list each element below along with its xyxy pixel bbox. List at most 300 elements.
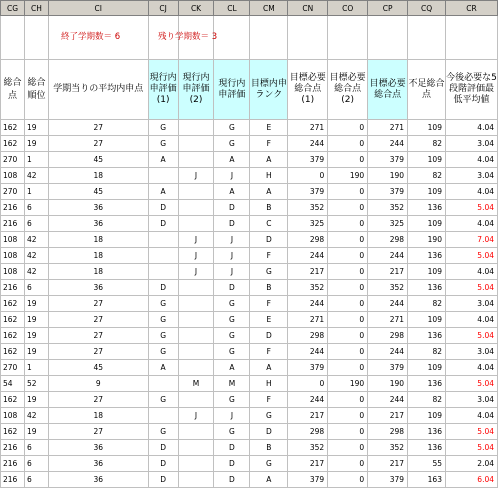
cell-cn[interactable]: 0 bbox=[288, 168, 328, 184]
cell-ci[interactable]: 27 bbox=[48, 120, 148, 136]
cell-ch[interactable]: 42 bbox=[24, 248, 48, 264]
cell-cn[interactable]: 352 bbox=[288, 280, 328, 296]
info-cell[interactable] bbox=[328, 16, 368, 60]
column-header-cq[interactable]: CQ bbox=[408, 1, 446, 16]
cell-cp[interactable]: 352 bbox=[368, 200, 408, 216]
cell-cp[interactable]: 244 bbox=[368, 344, 408, 360]
cell-cg[interactable]: 108 bbox=[1, 408, 25, 424]
cell-cp[interactable]: 244 bbox=[368, 392, 408, 408]
cell-co[interactable]: 0 bbox=[328, 296, 368, 312]
cell-ck[interactable] bbox=[178, 136, 214, 152]
cell-ck[interactable] bbox=[178, 456, 214, 472]
cell-co[interactable]: 0 bbox=[328, 312, 368, 328]
cell-cq[interactable]: 136 bbox=[408, 248, 446, 264]
info-cell[interactable] bbox=[368, 16, 408, 60]
cell-cl[interactable]: G bbox=[214, 392, 250, 408]
cell-ck[interactable] bbox=[178, 216, 214, 232]
cell-cr[interactable]: 5.04 bbox=[445, 200, 497, 216]
cell-cq[interactable]: 109 bbox=[408, 152, 446, 168]
cell-co[interactable]: 0 bbox=[328, 216, 368, 232]
cell-cm[interactable]: A bbox=[250, 184, 288, 200]
cell-cq[interactable]: 136 bbox=[408, 200, 446, 216]
cell-ch[interactable]: 1 bbox=[24, 184, 48, 200]
cell-cm[interactable]: D bbox=[250, 232, 288, 248]
header-cell-cn[interactable]: 目標必要総合点(1) bbox=[288, 60, 328, 120]
cell-co[interactable]: 0 bbox=[328, 200, 368, 216]
cell-ck[interactable] bbox=[178, 280, 214, 296]
cell-cm[interactable]: B bbox=[250, 200, 288, 216]
cell-cl[interactable]: G bbox=[214, 120, 250, 136]
cell-ch[interactable]: 6 bbox=[24, 280, 48, 296]
cell-ck[interactable] bbox=[178, 344, 214, 360]
cell-ch[interactable]: 19 bbox=[24, 328, 48, 344]
cell-cm[interactable]: C bbox=[250, 216, 288, 232]
cell-cq[interactable]: 82 bbox=[408, 296, 446, 312]
cell-cj[interactable]: D bbox=[148, 200, 178, 216]
cell-co[interactable]: 190 bbox=[328, 376, 368, 392]
cell-ck[interactable] bbox=[178, 200, 214, 216]
cell-cj[interactable]: G bbox=[148, 392, 178, 408]
cell-cl[interactable]: G bbox=[214, 328, 250, 344]
cell-ck[interactable] bbox=[178, 424, 214, 440]
cell-cm[interactable]: D bbox=[250, 424, 288, 440]
cell-cg[interactable]: 162 bbox=[1, 312, 25, 328]
cell-cq[interactable]: 109 bbox=[408, 184, 446, 200]
cell-cg[interactable]: 54 bbox=[1, 376, 25, 392]
cell-cl[interactable]: J bbox=[214, 264, 250, 280]
cell-cn[interactable]: 217 bbox=[288, 456, 328, 472]
column-header-cj[interactable]: CJ bbox=[148, 1, 178, 16]
cell-ci[interactable]: 36 bbox=[48, 472, 148, 488]
cell-cg[interactable]: 216 bbox=[1, 280, 25, 296]
cell-cr[interactable]: 4.04 bbox=[445, 152, 497, 168]
column-header-cr[interactable]: CR bbox=[445, 1, 497, 16]
cell-cr[interactable]: 4.04 bbox=[445, 264, 497, 280]
cell-cm[interactable]: B bbox=[250, 280, 288, 296]
cell-cj[interactable]: G bbox=[148, 120, 178, 136]
cell-cp[interactable]: 190 bbox=[368, 168, 408, 184]
info-cell[interactable] bbox=[408, 16, 446, 60]
cell-ci[interactable]: 18 bbox=[48, 232, 148, 248]
cell-cn[interactable]: 244 bbox=[288, 136, 328, 152]
header-cell-cl[interactable]: 現行内申評価 bbox=[214, 60, 250, 120]
cell-ch[interactable]: 52 bbox=[24, 376, 48, 392]
cell-co[interactable]: 0 bbox=[328, 456, 368, 472]
cell-cp[interactable]: 298 bbox=[368, 424, 408, 440]
cell-cp[interactable]: 271 bbox=[368, 312, 408, 328]
cell-ch[interactable]: 6 bbox=[24, 456, 48, 472]
cell-cl[interactable]: G bbox=[214, 312, 250, 328]
cell-cp[interactable]: 217 bbox=[368, 408, 408, 424]
cell-cp[interactable]: 271 bbox=[368, 120, 408, 136]
cell-cn[interactable]: 217 bbox=[288, 408, 328, 424]
cell-cr[interactable]: 3.04 bbox=[445, 392, 497, 408]
cell-cq[interactable]: 82 bbox=[408, 392, 446, 408]
cell-cp[interactable]: 244 bbox=[368, 296, 408, 312]
column-header-ck[interactable]: CK bbox=[178, 1, 214, 16]
cell-cm[interactable]: H bbox=[250, 168, 288, 184]
cell-ck[interactable] bbox=[178, 328, 214, 344]
cell-cq[interactable]: 109 bbox=[408, 216, 446, 232]
header-cell-cg[interactable]: 総合点 bbox=[1, 60, 25, 120]
cell-ch[interactable]: 1 bbox=[24, 360, 48, 376]
cell-co[interactable]: 0 bbox=[328, 152, 368, 168]
cell-cq[interactable]: 190 bbox=[408, 232, 446, 248]
cell-cr[interactable]: 5.04 bbox=[445, 424, 497, 440]
info-cell[interactable] bbox=[250, 16, 288, 60]
cell-cp[interactable]: 244 bbox=[368, 136, 408, 152]
cell-cl[interactable]: G bbox=[214, 136, 250, 152]
cell-cg[interactable]: 162 bbox=[1, 120, 25, 136]
cell-cj[interactable]: G bbox=[148, 424, 178, 440]
cell-cl[interactable]: J bbox=[214, 232, 250, 248]
cell-cr[interactable]: 3.04 bbox=[445, 136, 497, 152]
cell-ck[interactable] bbox=[178, 392, 214, 408]
column-header-cp[interactable]: CP bbox=[368, 1, 408, 16]
cell-cm[interactable]: G bbox=[250, 456, 288, 472]
cell-cl[interactable]: D bbox=[214, 440, 250, 456]
cell-ci[interactable]: 36 bbox=[48, 280, 148, 296]
cell-cr[interactable]: 3.04 bbox=[445, 168, 497, 184]
cell-cj[interactable]: G bbox=[148, 328, 178, 344]
cell-cr[interactable]: 5.04 bbox=[445, 328, 497, 344]
cell-cm[interactable]: G bbox=[250, 408, 288, 424]
cell-cn[interactable]: 379 bbox=[288, 152, 328, 168]
cell-cn[interactable]: 0 bbox=[288, 376, 328, 392]
cell-cq[interactable]: 82 bbox=[408, 344, 446, 360]
cell-cm[interactable]: F bbox=[250, 344, 288, 360]
cell-cn[interactable]: 244 bbox=[288, 344, 328, 360]
cell-cm[interactable]: E bbox=[250, 312, 288, 328]
cell-ci[interactable]: 27 bbox=[48, 424, 148, 440]
cell-cj[interactable]: A bbox=[148, 184, 178, 200]
cell-ch[interactable]: 19 bbox=[24, 424, 48, 440]
header-cell-cj[interactable]: 現行内申評価(1) bbox=[148, 60, 178, 120]
cell-cq[interactable]: 136 bbox=[408, 328, 446, 344]
cell-cq[interactable]: 109 bbox=[408, 408, 446, 424]
cell-cq[interactable]: 136 bbox=[408, 424, 446, 440]
column-header-cm[interactable]: CM bbox=[250, 1, 288, 16]
cell-cm[interactable]: G bbox=[250, 264, 288, 280]
column-header-cl[interactable]: CL bbox=[214, 1, 250, 16]
cell-cq[interactable]: 163 bbox=[408, 472, 446, 488]
cell-ci[interactable]: 36 bbox=[48, 456, 148, 472]
cell-cq[interactable]: 82 bbox=[408, 136, 446, 152]
cell-cj[interactable] bbox=[148, 408, 178, 424]
cell-ch[interactable]: 6 bbox=[24, 200, 48, 216]
cell-cg[interactable]: 162 bbox=[1, 296, 25, 312]
cell-ci[interactable]: 27 bbox=[48, 136, 148, 152]
info-cell[interactable] bbox=[288, 16, 328, 60]
cell-cm[interactable]: D bbox=[250, 328, 288, 344]
cell-cr[interactable]: 4.04 bbox=[445, 120, 497, 136]
cell-cj[interactable] bbox=[148, 168, 178, 184]
cell-cq[interactable]: 136 bbox=[408, 280, 446, 296]
cell-ci[interactable]: 18 bbox=[48, 248, 148, 264]
header-cell-cm[interactable]: 目標内申ランク bbox=[250, 60, 288, 120]
cell-ci[interactable]: 18 bbox=[48, 408, 148, 424]
cell-ch[interactable]: 6 bbox=[24, 216, 48, 232]
cell-ch[interactable]: 19 bbox=[24, 344, 48, 360]
header-cell-cq[interactable]: 不足総合点 bbox=[408, 60, 446, 120]
cell-ci[interactable]: 27 bbox=[48, 344, 148, 360]
cell-ck[interactable]: J bbox=[178, 168, 214, 184]
cell-cp[interactable]: 217 bbox=[368, 264, 408, 280]
cell-ci[interactable]: 27 bbox=[48, 312, 148, 328]
cell-ch[interactable]: 42 bbox=[24, 264, 48, 280]
header-cell-ci[interactable]: 学期当りの平均内申点 bbox=[48, 60, 148, 120]
cell-cj[interactable]: D bbox=[148, 472, 178, 488]
cell-cj[interactable]: G bbox=[148, 344, 178, 360]
cell-cr[interactable]: 5.04 bbox=[445, 280, 497, 296]
cell-cj[interactable] bbox=[148, 232, 178, 248]
cell-cg[interactable]: 216 bbox=[1, 456, 25, 472]
cell-cr[interactable]: 4.04 bbox=[445, 184, 497, 200]
cell-ci[interactable]: 36 bbox=[48, 200, 148, 216]
cell-ck[interactable] bbox=[178, 312, 214, 328]
cell-cg[interactable]: 216 bbox=[1, 200, 25, 216]
cell-cl[interactable]: G bbox=[214, 296, 250, 312]
header-cell-co[interactable]: 目標必要総合点(2) bbox=[328, 60, 368, 120]
cell-cg[interactable]: 162 bbox=[1, 392, 25, 408]
cell-co[interactable]: 0 bbox=[328, 248, 368, 264]
cell-ck[interactable]: J bbox=[178, 232, 214, 248]
cell-ck[interactable] bbox=[178, 120, 214, 136]
cell-ch[interactable]: 42 bbox=[24, 408, 48, 424]
cell-cg[interactable]: 108 bbox=[1, 248, 25, 264]
cell-cm[interactable]: F bbox=[250, 136, 288, 152]
cell-co[interactable]: 0 bbox=[328, 344, 368, 360]
cell-ci[interactable]: 45 bbox=[48, 152, 148, 168]
cell-cq[interactable]: 109 bbox=[408, 312, 446, 328]
cell-cj[interactable]: G bbox=[148, 136, 178, 152]
cell-cn[interactable]: 271 bbox=[288, 120, 328, 136]
cell-cr[interactable]: 3.04 bbox=[445, 296, 497, 312]
cell-cl[interactable]: A bbox=[214, 152, 250, 168]
cell-cj[interactable]: D bbox=[148, 440, 178, 456]
cell-cl[interactable]: M bbox=[214, 376, 250, 392]
cell-cr[interactable]: 4.04 bbox=[445, 360, 497, 376]
cell-cl[interactable]: D bbox=[214, 200, 250, 216]
cell-cp[interactable]: 379 bbox=[368, 472, 408, 488]
cell-cm[interactable]: H bbox=[250, 376, 288, 392]
cell-cp[interactable]: 244 bbox=[368, 248, 408, 264]
cell-ch[interactable]: 42 bbox=[24, 168, 48, 184]
cell-cn[interactable]: 325 bbox=[288, 216, 328, 232]
cell-ci[interactable]: 36 bbox=[48, 216, 148, 232]
cell-cj[interactable] bbox=[148, 376, 178, 392]
cell-cn[interactable]: 298 bbox=[288, 424, 328, 440]
info-cell[interactable] bbox=[445, 16, 497, 60]
cell-cp[interactable]: 352 bbox=[368, 440, 408, 456]
cell-cg[interactable]: 162 bbox=[1, 344, 25, 360]
cell-cg[interactable]: 108 bbox=[1, 168, 25, 184]
cell-cl[interactable]: J bbox=[214, 248, 250, 264]
cell-ck[interactable] bbox=[178, 472, 214, 488]
column-header-cg[interactable]: CG bbox=[1, 1, 25, 16]
cell-cg[interactable]: 270 bbox=[1, 184, 25, 200]
cell-cl[interactable]: A bbox=[214, 360, 250, 376]
cell-cg[interactable]: 216 bbox=[1, 216, 25, 232]
cell-cl[interactable]: D bbox=[214, 472, 250, 488]
cell-cl[interactable]: D bbox=[214, 456, 250, 472]
cell-ci[interactable]: 18 bbox=[48, 264, 148, 280]
cell-cn[interactable]: 379 bbox=[288, 472, 328, 488]
cell-cj[interactable]: G bbox=[148, 312, 178, 328]
cell-cp[interactable]: 379 bbox=[368, 360, 408, 376]
header-cell-ch[interactable]: 総合順位 bbox=[24, 60, 48, 120]
cell-cj[interactable] bbox=[148, 264, 178, 280]
cell-cj[interactable]: D bbox=[148, 456, 178, 472]
cell-cp[interactable]: 379 bbox=[368, 184, 408, 200]
cell-cj[interactable]: A bbox=[148, 360, 178, 376]
cell-cn[interactable]: 244 bbox=[288, 248, 328, 264]
cell-co[interactable]: 0 bbox=[328, 328, 368, 344]
cell-ci[interactable]: 45 bbox=[48, 360, 148, 376]
cell-ck[interactable] bbox=[178, 296, 214, 312]
cell-cq[interactable]: 109 bbox=[408, 264, 446, 280]
cell-ci[interactable]: 18 bbox=[48, 168, 148, 184]
cell-cn[interactable]: 379 bbox=[288, 184, 328, 200]
cell-cm[interactable]: B bbox=[250, 440, 288, 456]
cell-cm[interactable]: F bbox=[250, 296, 288, 312]
cell-cr[interactable]: 5.04 bbox=[445, 376, 497, 392]
cell-ck[interactable]: J bbox=[178, 408, 214, 424]
cell-co[interactable]: 190 bbox=[328, 168, 368, 184]
cell-cq[interactable]: 109 bbox=[408, 360, 446, 376]
cell-cq[interactable]: 136 bbox=[408, 376, 446, 392]
cell-cj[interactable]: D bbox=[148, 280, 178, 296]
cell-cj[interactable] bbox=[148, 248, 178, 264]
cell-cr[interactable]: 4.04 bbox=[445, 312, 497, 328]
cell-ck[interactable] bbox=[178, 360, 214, 376]
header-cell-cr[interactable]: 今後必要な5段階評価最低平均値 bbox=[445, 60, 497, 120]
cell-ci[interactable]: 27 bbox=[48, 296, 148, 312]
header-cell-cp[interactable]: 目標必要総合点 bbox=[368, 60, 408, 120]
cell-cp[interactable]: 298 bbox=[368, 232, 408, 248]
cell-cg[interactable]: 162 bbox=[1, 136, 25, 152]
cell-cg[interactable]: 162 bbox=[1, 424, 25, 440]
cell-cp[interactable]: 190 bbox=[368, 376, 408, 392]
cell-cl[interactable]: A bbox=[214, 184, 250, 200]
cell-cr[interactable]: 7.04 bbox=[445, 232, 497, 248]
cell-ci[interactable]: 27 bbox=[48, 392, 148, 408]
cell-ch[interactable]: 6 bbox=[24, 472, 48, 488]
cell-ch[interactable]: 19 bbox=[24, 392, 48, 408]
cell-ci[interactable]: 45 bbox=[48, 184, 148, 200]
cell-co[interactable]: 0 bbox=[328, 232, 368, 248]
cell-cn[interactable]: 298 bbox=[288, 232, 328, 248]
cell-cn[interactable]: 244 bbox=[288, 392, 328, 408]
cell-cg[interactable]: 162 bbox=[1, 328, 25, 344]
cell-cl[interactable]: G bbox=[214, 344, 250, 360]
cell-co[interactable]: 0 bbox=[328, 424, 368, 440]
cell-cr[interactable]: 2.04 bbox=[445, 456, 497, 472]
cell-ch[interactable]: 19 bbox=[24, 296, 48, 312]
cell-cm[interactable]: F bbox=[250, 248, 288, 264]
cell-cj[interactable]: D bbox=[148, 216, 178, 232]
header-cell-ck[interactable]: 現行内申評価(2) bbox=[178, 60, 214, 120]
cell-co[interactable]: 0 bbox=[328, 408, 368, 424]
cell-cn[interactable]: 271 bbox=[288, 312, 328, 328]
cell-ci[interactable]: 36 bbox=[48, 440, 148, 456]
cell-ch[interactable]: 19 bbox=[24, 312, 48, 328]
cell-cl[interactable]: D bbox=[214, 216, 250, 232]
cell-cn[interactable]: 352 bbox=[288, 200, 328, 216]
cell-ck[interactable] bbox=[178, 152, 214, 168]
cell-co[interactable]: 0 bbox=[328, 184, 368, 200]
cell-cq[interactable]: 55 bbox=[408, 456, 446, 472]
cell-cn[interactable]: 298 bbox=[288, 328, 328, 344]
cell-cr[interactable]: 5.04 bbox=[445, 248, 497, 264]
cell-cn[interactable]: 217 bbox=[288, 264, 328, 280]
cell-ch[interactable]: 1 bbox=[24, 152, 48, 168]
cell-cr[interactable]: 4.04 bbox=[445, 216, 497, 232]
cell-cr[interactable]: 5.04 bbox=[445, 440, 497, 456]
cell-cm[interactable]: E bbox=[250, 120, 288, 136]
cell-cp[interactable]: 217 bbox=[368, 456, 408, 472]
cell-ch[interactable]: 19 bbox=[24, 136, 48, 152]
info-cell[interactable] bbox=[214, 16, 250, 60]
cell-ck[interactable] bbox=[178, 184, 214, 200]
cell-cm[interactable]: F bbox=[250, 392, 288, 408]
cell-cp[interactable]: 352 bbox=[368, 280, 408, 296]
cell-ch[interactable]: 6 bbox=[24, 440, 48, 456]
info-cell[interactable] bbox=[24, 16, 48, 60]
cell-cj[interactable]: G bbox=[148, 296, 178, 312]
cell-ck[interactable]: J bbox=[178, 264, 214, 280]
cell-ck[interactable] bbox=[178, 440, 214, 456]
cell-co[interactable]: 0 bbox=[328, 136, 368, 152]
column-header-ci[interactable]: CI bbox=[48, 1, 148, 16]
cell-cn[interactable]: 244 bbox=[288, 296, 328, 312]
cell-cp[interactable]: 298 bbox=[368, 328, 408, 344]
cell-cg[interactable]: 270 bbox=[1, 152, 25, 168]
cell-co[interactable]: 0 bbox=[328, 472, 368, 488]
cell-ch[interactable]: 42 bbox=[24, 232, 48, 248]
cell-cp[interactable]: 325 bbox=[368, 216, 408, 232]
cell-cg[interactable]: 270 bbox=[1, 360, 25, 376]
cell-cp[interactable]: 379 bbox=[368, 152, 408, 168]
cell-cg[interactable]: 216 bbox=[1, 440, 25, 456]
cell-cg[interactable]: 216 bbox=[1, 472, 25, 488]
cell-ck[interactable]: J bbox=[178, 248, 214, 264]
cell-cl[interactable]: J bbox=[214, 168, 250, 184]
cell-cl[interactable]: G bbox=[214, 424, 250, 440]
cell-cq[interactable]: 82 bbox=[408, 168, 446, 184]
cell-ci[interactable]: 27 bbox=[48, 328, 148, 344]
column-header-cn[interactable]: CN bbox=[288, 1, 328, 16]
cell-co[interactable]: 0 bbox=[328, 120, 368, 136]
cell-co[interactable]: 0 bbox=[328, 440, 368, 456]
column-header-co[interactable]: CO bbox=[328, 1, 368, 16]
cell-cq[interactable]: 136 bbox=[408, 440, 446, 456]
cell-cn[interactable]: 352 bbox=[288, 440, 328, 456]
cell-cl[interactable]: J bbox=[214, 408, 250, 424]
cell-cq[interactable]: 109 bbox=[408, 120, 446, 136]
cell-cr[interactable]: 3.04 bbox=[445, 344, 497, 360]
cell-ci[interactable]: 9 bbox=[48, 376, 148, 392]
cell-cj[interactable]: A bbox=[148, 152, 178, 168]
cell-co[interactable]: 0 bbox=[328, 360, 368, 376]
cell-cn[interactable]: 379 bbox=[288, 360, 328, 376]
info-cell[interactable] bbox=[1, 16, 25, 60]
cell-co[interactable]: 0 bbox=[328, 280, 368, 296]
cell-cr[interactable]: 6.04 bbox=[445, 472, 497, 488]
cell-co[interactable]: 0 bbox=[328, 264, 368, 280]
cell-ch[interactable]: 19 bbox=[24, 120, 48, 136]
cell-ck[interactable]: M bbox=[178, 376, 214, 392]
